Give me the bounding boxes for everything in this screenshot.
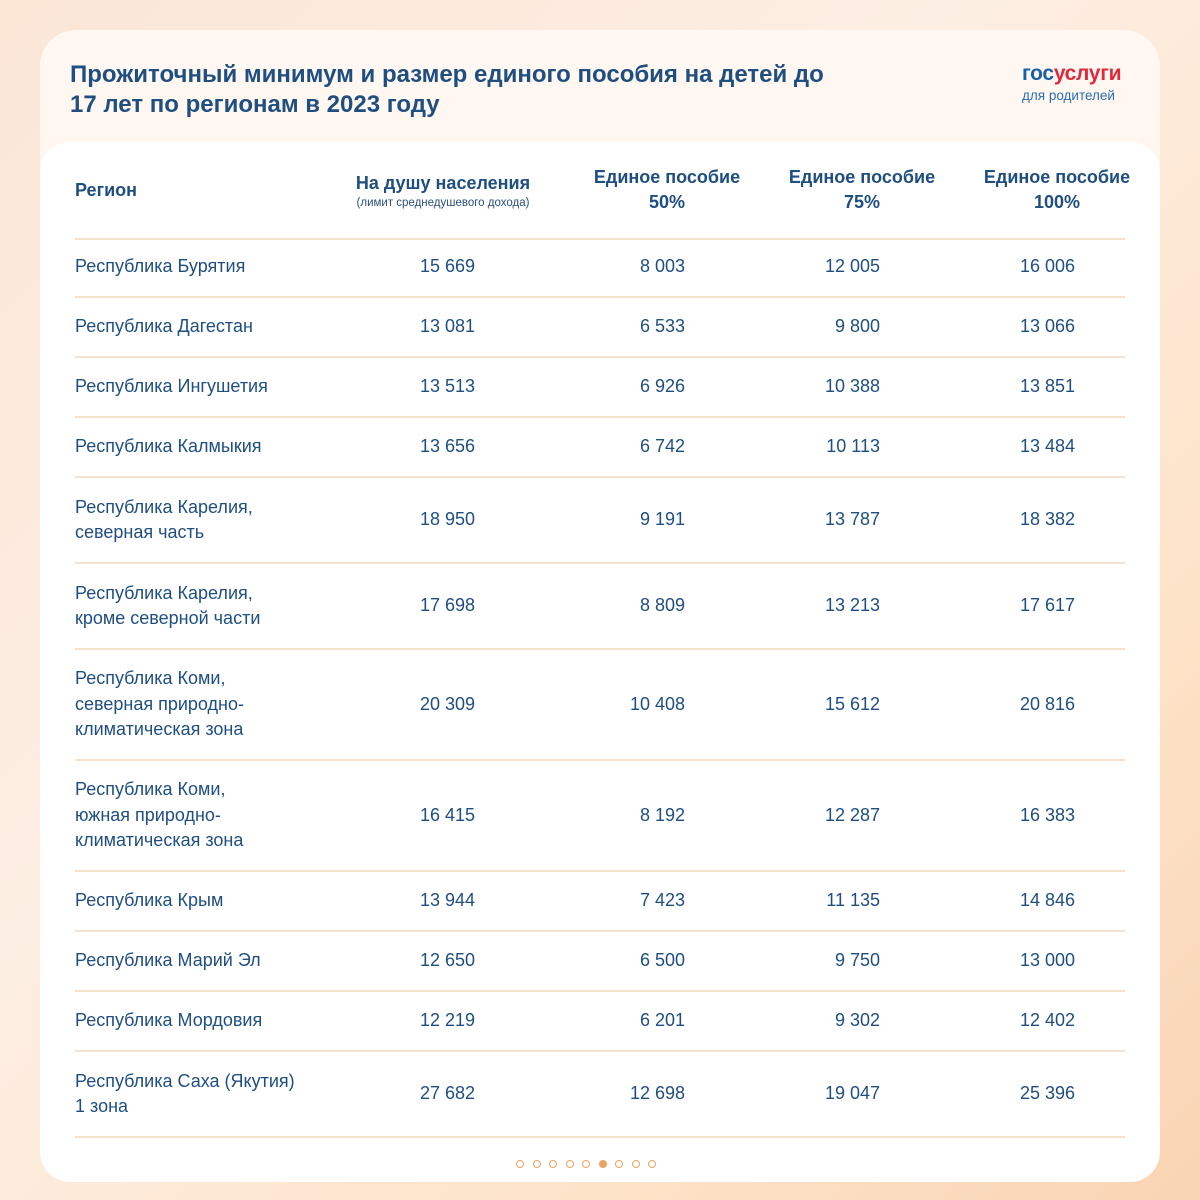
cell-region: Республика Саха (Якутия) 1 зона (75, 1070, 295, 1116)
column-header-allowance-100 (962, 142, 1152, 238)
cell-per-capita: 27 682 (419, 1083, 475, 1104)
cell-allowance-100: 12 402 (1019, 1010, 1075, 1031)
cell-region: Республика Бурятия (75, 256, 246, 277)
pagination-dot[interactable] (549, 1160, 557, 1168)
cell-region: Республика Карелия, кроме северной части (75, 582, 261, 628)
cell-allowance-100: 17 617 (1019, 595, 1075, 616)
logo-part-gos: гос (1022, 62, 1054, 85)
data-table (40, 142, 1160, 1182)
cell-allowance-100: 20 816 (1019, 693, 1075, 714)
cell-allowance-100: 18 382 (1019, 509, 1075, 530)
cell-allowance-50: 8 192 (639, 804, 685, 825)
pagination-dot[interactable] (615, 1160, 623, 1168)
pagination-dot-active[interactable] (599, 1160, 607, 1168)
cell-per-capita: 12 219 (419, 1010, 475, 1031)
column-header-allowance-75 (767, 142, 957, 238)
cell-region: Республика Карелия, северная часть (75, 496, 253, 542)
pagination-dot[interactable] (533, 1160, 541, 1168)
table-row (75, 932, 1125, 992)
column-header-label: Единое пособие 100% (983, 167, 1131, 212)
table-row (75, 358, 1125, 418)
table-row (75, 418, 1125, 478)
cell-allowance-75: 10 388 (824, 376, 880, 397)
column-header-allowance-50 (572, 142, 762, 238)
cell-allowance-75: 10 113 (826, 436, 880, 457)
column-header-region (75, 142, 325, 238)
table-row (75, 298, 1125, 358)
page-title: Прожиточный минимум и размер единого пособия на детей до 17 лет по регионам в 2023 году (70, 61, 824, 118)
gosuslugi-logo[interactable] (1022, 62, 1152, 104)
table-row (75, 761, 1125, 872)
table-body (75, 238, 1125, 1138)
cell-allowance-75: 11 135 (826, 890, 880, 911)
table-row (75, 478, 1125, 564)
cell-allowance-50: 9 191 (639, 509, 685, 530)
cell-allowance-50: 10 408 (629, 693, 685, 714)
cell-per-capita: 12 650 (419, 950, 475, 971)
cell-allowance-100: 14 846 (1019, 890, 1075, 911)
cell-allowance-50: 6 500 (639, 950, 685, 971)
cell-per-capita: 13 944 (419, 890, 475, 911)
cell-region: Республика Коми, южная природно- климатическая зона (75, 779, 244, 851)
cell-allowance-100: 13 484 (1019, 436, 1075, 457)
cell-per-capita: 13 513 (419, 376, 475, 397)
table-row (75, 564, 1125, 650)
cell-allowance-50: 6 742 (639, 436, 685, 457)
column-header-label: Единое пособие 75% (788, 167, 936, 212)
table-row (75, 650, 1125, 761)
cell-allowance-75: 9 302 (834, 1010, 880, 1031)
cell-region: Республика Дагестан (75, 316, 253, 337)
cell-allowance-100: 13 851 (1019, 376, 1075, 397)
cell-per-capita: 17 698 (419, 595, 475, 616)
cell-allowance-50: 6 533 (639, 316, 685, 337)
cell-per-capita: 13 081 (419, 316, 475, 337)
cell-allowance-75: 15 612 (824, 693, 880, 714)
table-row (75, 872, 1125, 932)
pagination-dots (516, 1160, 656, 1168)
column-header-label: Регион (75, 179, 137, 200)
column-header-sublabel: (лимит среднедушевого дохода) (356, 196, 530, 209)
logo-part-uslugi: услуги (1053, 62, 1122, 85)
cell-region: Республика Ингушетия (75, 376, 268, 397)
table-row (75, 992, 1125, 1052)
cell-allowance-100: 16 006 (1019, 256, 1075, 277)
cell-allowance-50: 12 698 (629, 1083, 685, 1104)
cell-allowance-100: 13 066 (1019, 316, 1075, 337)
cell-allowance-75: 12 287 (824, 804, 880, 825)
table-header (75, 142, 1131, 240)
cell-allowance-50: 8 809 (639, 595, 685, 616)
cell-allowance-50: 6 201 (639, 1010, 685, 1031)
cell-per-capita: 18 950 (419, 509, 475, 530)
column-header-label: На душу населения (355, 172, 531, 193)
cell-per-capita: 20 309 (419, 693, 475, 714)
cell-allowance-50: 6 926 (639, 376, 685, 397)
table-row (75, 238, 1125, 298)
logo-wordmark (1022, 62, 1152, 86)
pagination-dot[interactable] (582, 1160, 590, 1168)
cell-allowance-75: 13 787 (824, 509, 880, 530)
cell-allowance-100: 13 000 (1019, 950, 1075, 971)
cell-allowance-50: 8 003 (639, 256, 685, 277)
cell-per-capita: 13 656 (419, 436, 475, 457)
cell-allowance-75: 13 213 (824, 595, 880, 616)
pagination-dot[interactable] (648, 1160, 656, 1168)
cell-region: Республика Марий Эл (75, 950, 261, 971)
cell-allowance-75: 12 005 (824, 256, 880, 277)
pagination-dot[interactable] (516, 1160, 524, 1168)
column-header-label: Единое пособие 50% (593, 167, 741, 212)
cell-allowance-100: 16 383 (1019, 804, 1075, 825)
cell-per-capita: 15 669 (419, 256, 475, 277)
cell-region: Республика Крым (75, 890, 224, 911)
cell-allowance-75: 9 800 (834, 316, 880, 337)
cell-region: Республика Калмыкия (75, 436, 262, 457)
cell-region: Республика Коми, северная природно- климатическая зона (75, 668, 244, 740)
cell-allowance-50: 7 423 (639, 890, 685, 911)
column-header-per-capita (333, 142, 553, 238)
cell-allowance-75: 9 750 (834, 950, 880, 971)
cell-region: Республика Мордовия (75, 1010, 263, 1031)
logo-subtitle: для родителей (1022, 88, 1115, 103)
table-row (75, 1052, 1125, 1138)
cell-allowance-100: 25 396 (1019, 1083, 1075, 1104)
cell-per-capita: 16 415 (419, 804, 475, 825)
pagination-dot[interactable] (632, 1160, 640, 1168)
cell-allowance-75: 19 047 (824, 1083, 880, 1104)
pagination-dot[interactable] (566, 1160, 574, 1168)
